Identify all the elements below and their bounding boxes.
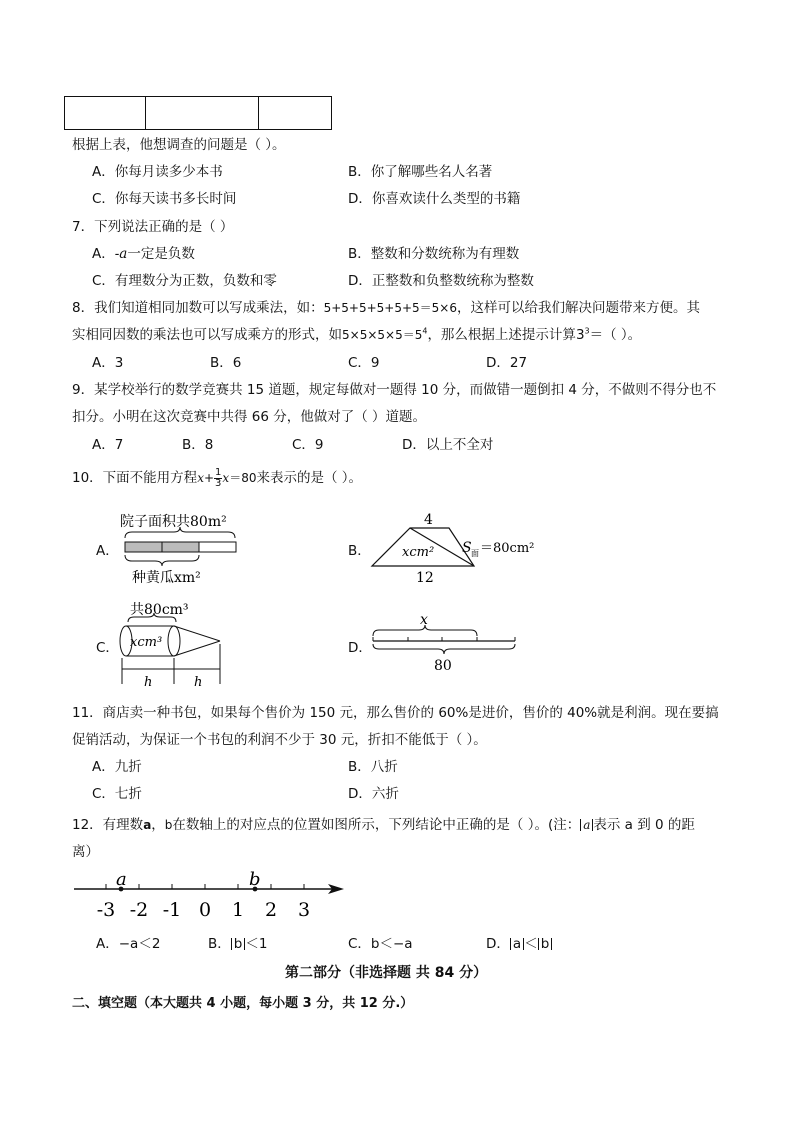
q7-option-d[interactable]: D．正整数和负整数统称为整数	[348, 273, 534, 289]
q8-option-c[interactable]: C．9	[348, 355, 380, 371]
q8-line1-expr: 5+5+5+5+5+5＝5×6	[323, 301, 458, 315]
table-cell	[146, 97, 259, 130]
q10-frac-num: 1	[215, 466, 222, 478]
q6-option-a[interactable]: A．你每月读多少本书	[92, 164, 223, 180]
q12-var-a: a	[143, 818, 152, 832]
q9-option-c[interactable]: C．9	[292, 437, 324, 453]
survey-table-fragment	[64, 96, 332, 130]
q10-b-bottom-text: 12	[416, 570, 434, 586]
q10-eq-x: x	[197, 471, 204, 485]
number-line-tick-label: 1	[231, 899, 245, 921]
q10-b-inner-text: xcm²	[402, 545, 435, 560]
q10-stem	[72, 463, 362, 493]
q10-option-c-figure	[116, 598, 236, 690]
q8-calc-base: 3	[575, 327, 585, 343]
q10-a-bottom-text: 种黄瓜xm²	[132, 570, 201, 586]
q11-option-c[interactable]: C．七折	[92, 786, 142, 802]
q7-option-a-prefix: A．	[92, 246, 115, 262]
q8-option-b[interactable]: B．6	[210, 355, 242, 371]
q12-option-b-suffix: ＜1	[245, 936, 268, 952]
q11-line1: 11．商店卖一种书包，如果每个售价为 150 元，那么售价的 60%是进价，售价的 40%就是利润。现在要搞	[72, 705, 719, 721]
q7-option-a-suffix: 一定是负数	[127, 246, 195, 262]
q10-d-bottom-text: 80	[434, 658, 452, 674]
q12-line1	[72, 813, 695, 833]
q12-abs-a: a	[580, 819, 593, 831]
q12-option-a[interactable]: A．−a＜2	[96, 936, 161, 952]
q10-option-d-label[interactable]: D．	[348, 640, 372, 656]
q11-option-b[interactable]: B．八折	[348, 759, 398, 775]
q10-a-bottom-brace	[125, 555, 199, 566]
q12-line1-text-c: 在数轴上的对应点的位置如图所示，下列结论中正确的是（ ）。(注：	[172, 817, 581, 833]
q10-option-d-figure	[370, 608, 520, 674]
q10-d-bottom-brace	[373, 644, 515, 654]
q8-line2-text: 实相同因数的乘法也可以写成乘方的形式，如	[72, 327, 342, 343]
q12-line1-text-d: 表示 a 到 0 的距	[593, 817, 695, 833]
q12-option-b[interactable]	[208, 932, 267, 952]
q7-option-a-expr: -a	[114, 246, 128, 262]
q9-line1: 9．某学校举行的数学竞赛共 15 道题，规定每做对一题得 10 分，而做错一题倒扣 4 分，不做则不得分也不	[72, 382, 717, 398]
q7-stem: 7．下列说法正确的是（ ）	[72, 219, 234, 235]
q10-c-h2: h	[194, 675, 203, 690]
q12-option-b-prefix: B．	[208, 936, 231, 952]
number-line-tick-label: -3	[96, 899, 116, 921]
q12-number-line	[70, 868, 350, 924]
q10-option-a-figure	[118, 508, 248, 588]
q10-eq-x2: x	[222, 471, 230, 485]
q10-option-a-label[interactable]: A．	[96, 543, 119, 559]
q10-option-b-figure	[370, 508, 560, 588]
q8-line1-text-b: ，这样可以给我们解决问题带来方便。其	[457, 300, 701, 316]
part2-section-heading: 二、填空题（本大题共 4 小题，每小题 3 分，共 12 分.）	[72, 996, 414, 1011]
q10-eq-rest: ＝80	[229, 471, 257, 485]
q9-option-d[interactable]: D．以上不全对	[402, 437, 494, 453]
q9-option-a[interactable]: A．7	[92, 437, 124, 453]
q10-frac-den: 3	[215, 477, 222, 489]
q12-option-d-lt: ＜	[524, 936, 538, 952]
q12-line2: 离）	[72, 844, 99, 860]
table-cell	[259, 97, 332, 130]
q8-calc-exponent: 3	[584, 326, 590, 336]
q10-option-c-label[interactable]: C．	[96, 640, 119, 656]
point-b-label: b	[249, 869, 261, 890]
q7-option-c[interactable]: C．有理数分为正数，负数和零	[92, 273, 277, 289]
q10-stem-text: 10．下面不能用方程	[72, 470, 198, 486]
q10-eq-plus: +	[203, 471, 215, 485]
q10-b-top-text: 4	[424, 512, 433, 528]
q12-option-d-abs-b: b	[538, 938, 553, 950]
q10-b-area-val: ＝80cm²	[480, 541, 535, 556]
q10-c-cone-bottom	[174, 641, 220, 656]
q10-option-b-label[interactable]: B．	[348, 543, 371, 559]
q12-line1-text: 12．有理数	[72, 817, 144, 833]
q12-option-d-prefix: D．	[486, 936, 510, 952]
q6-stem: 根据上表，他想调查的问题是（ ）。	[72, 137, 286, 153]
q6-option-d[interactable]: D．你喜欢读什么类型的书籍	[348, 191, 521, 207]
q10-a-top-text: 院子面积共80m²	[120, 514, 227, 530]
q12-line1-comma: ，	[151, 817, 165, 833]
q10-c-cyl-right	[168, 626, 180, 656]
q7-option-a[interactable]	[92, 242, 195, 262]
q10-c-inner-text: xcm³	[130, 635, 163, 650]
q11-option-d[interactable]: D．六折	[348, 786, 399, 802]
q10-b-area-s: S	[462, 540, 472, 556]
q10-c-top-text: 共80cm³	[130, 602, 189, 618]
q11-option-a[interactable]: A．九折	[92, 759, 142, 775]
q8-line2-text-c: ＝（ ）。	[589, 327, 642, 343]
q8-line2-expr: 5×5×5×5＝5	[342, 328, 423, 342]
q7-option-b[interactable]: B．整数和分数统称为有理数	[348, 246, 520, 262]
number-line-tick-label: 0	[198, 899, 212, 921]
number-line-tick-label: -1	[162, 899, 182, 921]
q10-b-area-sub: 面	[471, 549, 479, 558]
table-cell	[65, 97, 146, 130]
q12-option-d-abs-a: a	[510, 938, 524, 950]
q12-option-d[interactable]	[486, 932, 552, 952]
q8-line2	[72, 323, 641, 343]
q8-line2-exponent: 4	[422, 326, 428, 336]
q8-option-d[interactable]: D．27	[486, 355, 528, 371]
number-line-tick-label: 3	[297, 899, 311, 921]
q9-line2: 扣分。小明在这次竞赛中共得 66 分，他做对了（ ）道题。	[72, 409, 427, 425]
q8-line1-text: 8．我们知道相同加数可以写成乘法，如：	[72, 300, 324, 316]
q12-option-b-abs: b	[231, 938, 246, 950]
q8-line1	[72, 296, 700, 316]
number-line-tick-label: -2	[129, 899, 149, 921]
q10-c-h1: h	[144, 675, 153, 690]
point-a-label: a	[116, 869, 127, 890]
q12-var-b: b	[164, 818, 173, 832]
number-line-tick-label: 2	[264, 899, 278, 921]
q12-option-c[interactable]: C．b＜−a	[348, 936, 413, 952]
q9-option-b[interactable]: B．8	[182, 437, 214, 453]
q6-option-b[interactable]: B．你了解哪些名人名著	[348, 164, 493, 180]
part2-title: 第二部分（非选择题 共 84 分）	[285, 965, 488, 981]
q11-line2: 促销活动，为保证一个书包的利润不少于 30 元，折扣不能低于（ ）。	[72, 732, 487, 748]
q10-c-cone-top	[174, 626, 220, 641]
q8-option-a[interactable]: A．3	[92, 355, 124, 371]
q8-line2-text-b: ，那么根据上述提示计算	[427, 327, 576, 343]
q10-d-top-text: x	[420, 612, 428, 628]
q6-option-c[interactable]: C．你每天读书多长时间	[92, 191, 237, 207]
q10-d-top-brace	[373, 625, 477, 636]
q10-stem-text-b: 来表示的是（ ）。	[256, 470, 363, 486]
